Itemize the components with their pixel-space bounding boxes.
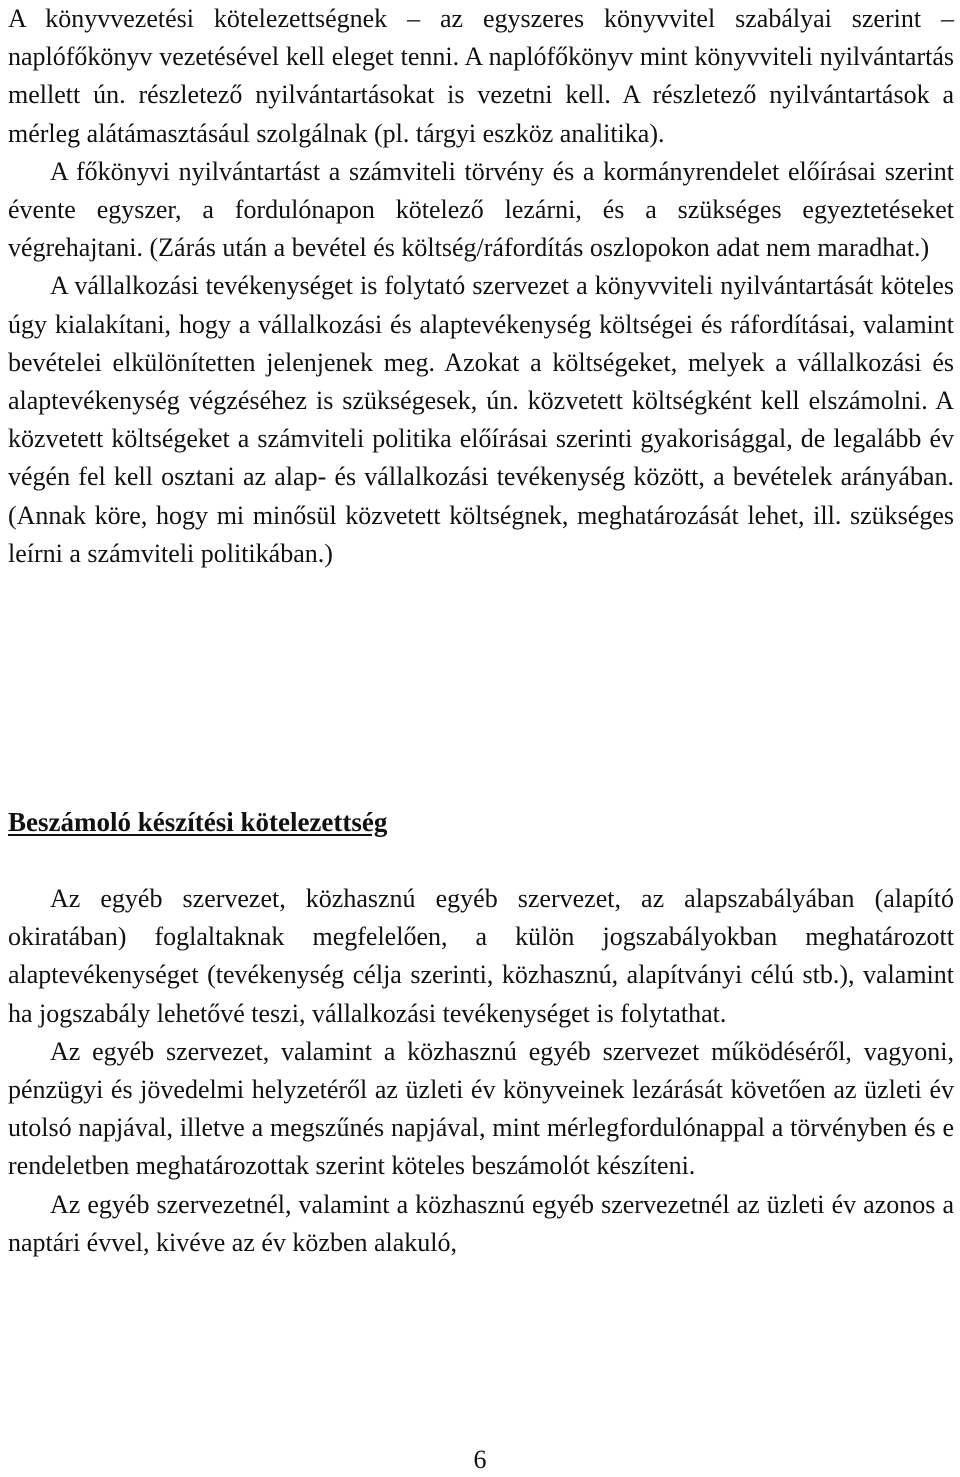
paragraph-fiscal-year: Az egyéb szervezetnél, valamint a közhasznú egyéb szervezetnél az üzleti év azonos a naptári évvel, kivéve az év közben alakuló, (8, 1189, 954, 1257)
paragraph-business-activity: A vállalkozási tevékenységet is folytató szervezet a könyvviteli nyilvántartását köteles úgy kialakítani, hogy a vállalkozási és alaptevékenység költségei és ráfordításai, valamint bevételei elkülönítetten jelenjenek meg. Azokat a költségeket, melyek a vállalkozási és alaptevékenység végzéséhez is szükségesek, ún. közvetett költségként kell elszámolni. A közvetett költségeket a számviteli politika előírásai szerinti gyakorisággal, de legalább év végén fel kell osztani az alap- és vállalkozási tevékenység között, a bevételek arányában. (Annak köre, hogy mi minősül közvetett költségnek, meghatározását lehet, ill. szükséges leírni a számviteli politikában.) (8, 271, 954, 568)
paragraph-report-obligation: Az egyéb szervezet, valamint a közhasznú egyéb szervezet működéséről, vagyoni, pénzügyi és jövedelmi helyzetéről az üzleti év könyveinek lezárását követően az üzleti év utolsó napjával, illetve a megszűnés napjával, mint mérlegfordulónappal a törvényben és e rendeletben meghatározottak szerint köteles beszámolót készíteni. (8, 1036, 954, 1181)
paragraph-organization-activities: Az egyéb szervezet, közhasznú egyéb szervezet, az alapszabályában (alapító okiratában) foglaltaknak megfelelően, a külön jogszabályokban meghatározott alaptevékenységet (tevékenység célja szerinti, közhasznú, alapítványi célú stb.), valamint ha jogszabály lehetővé teszi, vállalkozási tevékenységet is folytathat. (8, 884, 954, 1028)
page-number: 6 (473, 1445, 487, 1474)
paragraph-bookkeeping-obligation: A könyvvezetési kötelezettségnek – az egyszeres könyvvitel szabályai szerint – naplófőkönyv vezetésével kell eleget tenni. A naplófőkönyv mint könyvviteli nyilvántartás mellett ún. részletező nyilvántartásokat is vezetni kell. A részletező nyilvántartások a mérleg alátámasztásául szolgálnak (pl. tárgyi eszköz analitika). (8, 4, 954, 148)
paragraph-ledger-closing: A főkönyvi nyilvántartást a számviteli törvény és a kormányrendelet előírásai szerint évente egyszer, a fordulónapon kötelező lezárni, és a szükséges egyeztetéseket végrehajtani. (Zárás után a bevétel és költség/ráfordítás oszlopokon adat nem maradhat.) (8, 156, 954, 263)
document-body-top (8, 0, 954, 573)
section-heading: Beszámoló készítési kötelezettség (8, 807, 388, 837)
document-body-section (8, 880, 954, 1262)
